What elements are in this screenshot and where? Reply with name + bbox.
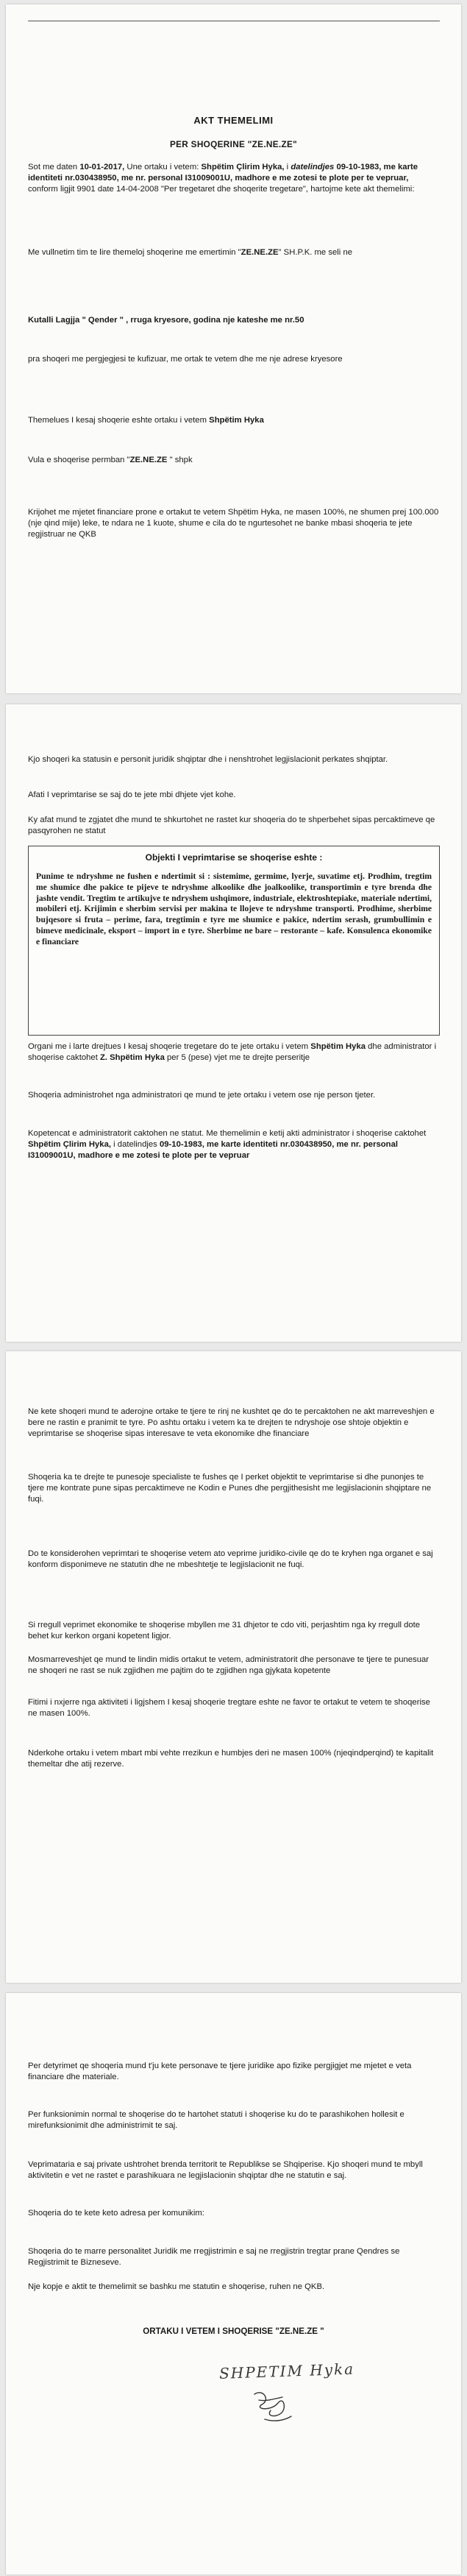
- paragraph-legal-acts: Do te konsiderohen veprimtari te shoqerise vetem ato veprime juridiko-civile qe do te kryhen nga organet e saj konform disponimeve ne statutin dhe ne mbeshtetje te legjislacionit ne fuqi.: [28, 1549, 433, 1569]
- text: Une ortaku i vetem:: [124, 163, 202, 171]
- founder-name: Shpëtim Hyka: [209, 416, 264, 425]
- text: Sot me daten: [28, 163, 80, 171]
- paragraph-founder: [28, 415, 440, 426]
- handwritten-signature-name: SHPETIM Hyka: [218, 2360, 355, 2382]
- company-address: Kutalli Lagjja " Qender " , rruga kryesore, godina nje kateshe me nr.50: [28, 316, 304, 325]
- document-page-1: [6, 4, 461, 693]
- text: Kopetencat e administratorit caktohen ne statut. Me themelimin e ketij akti administrator i shoqerise caktohet: [28, 1129, 427, 1138]
- text: Organi me i larte drejtues I kesaj shoqerie tregetare do te jete ortaku i vetem: [28, 1042, 311, 1051]
- paragraph-duration: Afati I veprimtarise se saj do te jete mbi dhjete vjet kohe.: [28, 790, 236, 799]
- text: i: [284, 163, 291, 171]
- company-name: ZE.NE.ZE: [240, 248, 279, 257]
- administrator-name: Shpëtim Çlirim Hyka,: [28, 1140, 112, 1149]
- paragraph-risk: Nderkohe ortaku i vetem mbart mbi vehte rrezikun e humbjes deri ne masen 100% (njeqindperqind) te kapitalit themeltar dhe atij rezerve.: [28, 1749, 434, 1769]
- text: Me vullnetim tim te lire themeloj shoqerine me emertimin ": [28, 248, 241, 257]
- text: Vula e shoqerise permban ": [28, 456, 130, 464]
- text: i datelindjes: [111, 1140, 160, 1149]
- administrator-name: Z. Shpëtim Hyka: [99, 1053, 165, 1062]
- paragraph-territory: Veprimataria e saj private ushtrohet brenda territorit te Republikse se Shqiperise. Kjo shoqeri mund te mbyll aktivitetin e vet ne rastet e parashikuara ne legjislacionin shqiptar dhe ne statutin e saj.: [28, 2160, 423, 2180]
- paragraph-capital: Krijohet me mjetet financiare prone e ortakut te vetem Shpëtim Hyka, ne masen 100%, ne shumen prej 100.000 (nje qind mije) leke, te ndara ne 1 kuote, shume e cila do te ngurtesohet ne banke mbasi shoqeria te jete regjistruar ne QKB: [28, 508, 439, 539]
- paragraph-company-type: pra shoqeri me pergjegjesi te kufizuar, me ortak te vetem dhe me nje adrese kryesore: [28, 355, 343, 364]
- paragraph-registration: Shoqeria do te marre personalitet Juridik me rregjistrimin e saj ne rregjistrin tregtar prane Qendres se Regjistrimit te Bizneseve.: [28, 2247, 400, 2267]
- document-page-4: [6, 1993, 461, 2575]
- paragraph-obligations: Per detyrimet qe shoqeria mund t'ju kete personave te tjere juridike apo fizike pergjigjet me mjetet e veta financiare dhe materiale.: [28, 2062, 412, 2081]
- closing-owner-line: ORTAKU I VETEM I SHOQERISE "ZE.NE.ZE ": [143, 2326, 324, 2336]
- paragraph-statute: Per funksionimin normal te shoqerise do te hartohet statuti i shoqerise ku do te parashikohen hollesit e mirefunksionimit dhe administrimit te saj.: [28, 2110, 404, 2130]
- paragraph-stamp: [28, 455, 440, 466]
- founding-date: 10-01-2017,: [79, 163, 125, 171]
- administrator-id-details: 09-10-1983, me karte identiteti nr.030438950, me nr. personal I31009001U, madhore e me zotesi te plote per te vepruar: [28, 1140, 398, 1160]
- act-title: AKT THEMELIMI: [193, 115, 274, 126]
- paragraph-profit: Fitimi i nxjerre nga aktiviteti i ligjshem I kesaj shoqerie tregtare eshte ne favor te ortakut te vetem te shoqerise ne masen 100%.: [28, 1698, 430, 1718]
- paragraph-governing-body: [28, 1041, 440, 1064]
- paragraph-copy-storage: Nje kopje e aktit te themelimit se bashku me statutin e shoqerise, ruhen ne QKB.: [28, 2282, 325, 2291]
- paragraph-administrator: [28, 1128, 440, 1161]
- text: dhe administrator i shoqerise caktohet: [28, 1042, 437, 1062]
- paragraph-disputes: Mosmarreveshjet qe mund te lindin midis ortakut te vetem, administratorit dhe personave te tjere te punesuar ne shoqeri ne rast se nuk zgjidhen me pajtim do te zgjidhen nga gjykata kopetente: [28, 1655, 429, 1675]
- founder-id-details: 09-10-1983, me karte identiteti nr.030438950, me nr. personal I31009001U, madhore e me zotesi te plote per te vepruar,: [28, 163, 418, 183]
- paragraph-employment: Shoqeria ka te drejte te punesoje specialiste te fushes qe I perket objektit te veprimtarise si dhe punonjes te tjere me kontrate pune sipas percaktimeve ne Kodin e Punes dhe pergjithesisht me legjislacionin shqiptare ne fuqi.: [28, 1473, 432, 1504]
- document-page-2: [6, 704, 461, 1342]
- paragraph-legal-status: Kjo shoqeri ka statusin e personit juridik shqiptar dhe i nenshtrohet legjislacionit perkates shqiptar.: [28, 755, 388, 764]
- paragraph-founding-statement: [28, 162, 440, 195]
- owner-name: Shpëtim Hyka: [310, 1042, 366, 1051]
- text: " SH.P.K. me seli ne: [278, 248, 353, 257]
- business-object-title: Objekti I veprimtarise se shoqerise eshte :: [145, 852, 323, 863]
- company-name: ZE.NE.ZE: [129, 456, 168, 464]
- business-object-text: Punime te ndryshme ne fushen e ndertimit si : sistemime, germime, lyerje, suvatime etj. Prodhim, tregtim me shumice dhe pakice te pijeve te ndryshme alkoolike dhe joalkoolike, transportimin e tyre brenda dhe jashte vendit. Tregtim te artikujve te ndryshem ushqimore, industriale, elektroshtepiake, materiale ndertimi, mobileri etj. Krijimin e sherbim servisi per makina te llojeve te ndryshme transporti. Prodhime, sherbime bujqesore si fruta – perime, fara, tregtimin e tyre me shumice e pakice, ndertim serash, grumbullimin e bimeve medicinale, eksport – import in e tyre. Sherbime ne bare – restorante – kafe. Konsulenca ekonomike e financiare: [36, 871, 432, 946]
- business-object-box: [28, 846, 440, 1036]
- paragraph-duration-change: Ky afat mund te zgjatet dhe mund te shkurtohet ne rastet kur shoqeria do te shperbehet sipas percaktimeve qe pasqyrohen ne statut: [28, 815, 435, 835]
- paragraph-company-name: [28, 247, 440, 258]
- text: conform ligjit 9901 date 14-04-2008 "Per tregetaret dhe shoqerite tregetare", hartojme kete akt themelimi:: [28, 185, 415, 194]
- text: Themelues I kesaj shoqerie eshte ortaku i vetem: [28, 416, 210, 425]
- founder-name: Shpëtim Çlirim Hyka,: [201, 163, 285, 171]
- paragraph-addresses: Shoqeria do te kete keto adresa per komunikim:: [28, 2209, 204, 2218]
- text: per 5 (pese) vjet me te drejte perseritje: [164, 1053, 310, 1062]
- paragraph-administration: Shoqeria administrohet nga administratori qe mund te jete ortaku i vetem ose nje person tjeter.: [28, 1091, 376, 1100]
- paragraph-new-partners: Ne kete shoqeri mund te aderojne ortake te tjere te rinj ne kushtet qe do te percaktohen ne akt marreveshjen e bere ne rastin e pranimit te tyre. Po ashtu ortaku i vetem ka te drejten te ndryshoje ose shtoje objektin e veprimtarise se shoqerise sipas interesave te veta ekonomike dhe financiare: [28, 1407, 435, 1438]
- text: datelindjes: [290, 163, 335, 171]
- paragraph-fiscal-year: Si rregull veprimet ekonomike te shoqerise mbyllen me 31 dhjetor te cdo viti, perjashtim nga ky rregull dote behet kur kerkon organi kopetent ligjor.: [28, 1621, 421, 1641]
- document-page-3: [6, 1351, 461, 1983]
- text: " shpk: [167, 456, 193, 464]
- act-subtitle: PER SHOQERINE "ZE.NE.ZE": [169, 139, 298, 149]
- signature-scribble-icon: [249, 2387, 300, 2427]
